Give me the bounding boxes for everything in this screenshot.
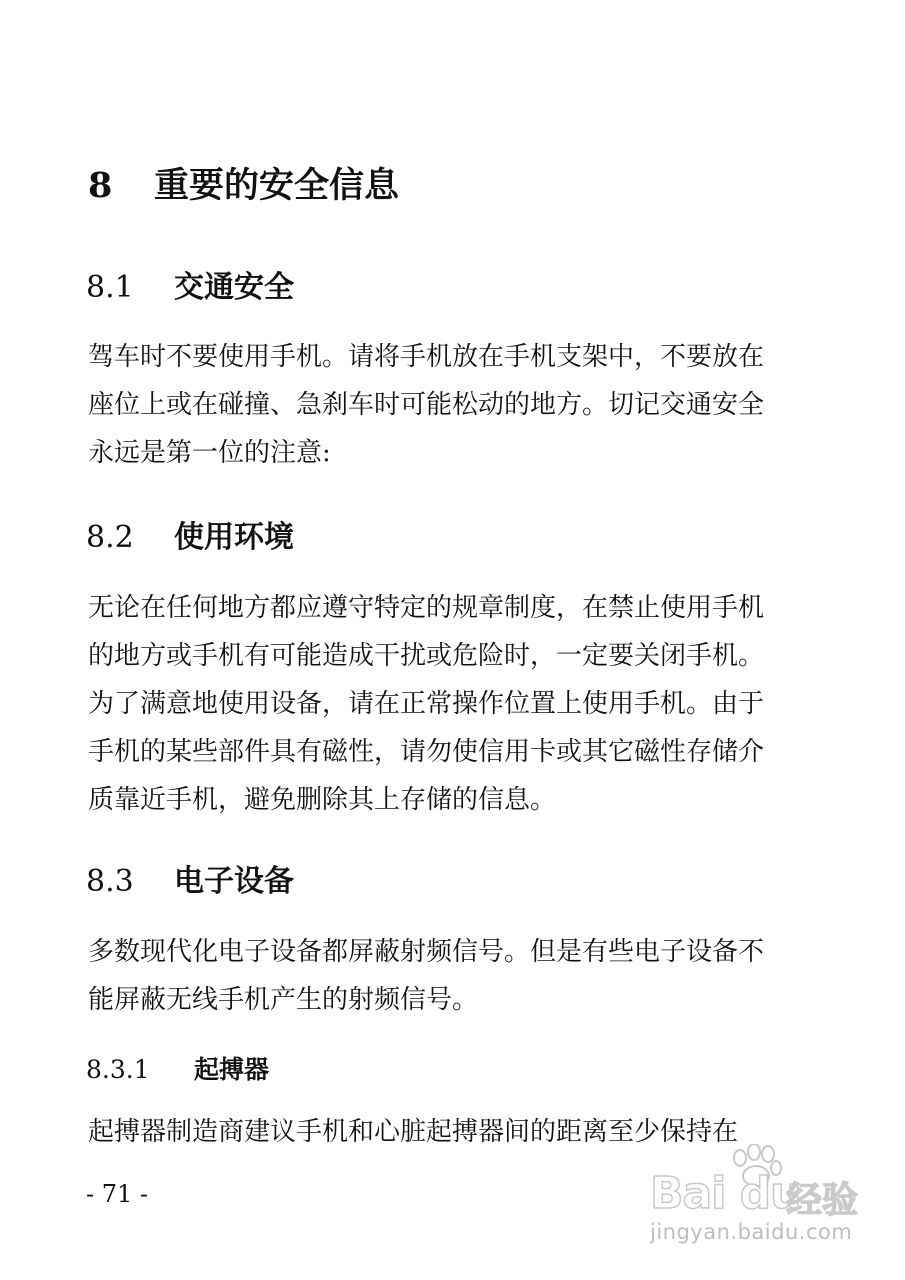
paragraph-line: 手机的某些部件具有磁性，请勿使信用卡或其它磁性存储介: [88, 737, 765, 767]
section-paragraph: [88, 928, 764, 1024]
paragraph-line: 起搏器制造商建议手机和心脏起搏器间的距离至少保持在: [88, 1117, 739, 1147]
section-title: 交通安全: [174, 270, 294, 305]
section-heading: [86, 262, 294, 306]
paragraph-line: 永远是第一位的注意:: [88, 438, 331, 468]
paragraph-line: 质靠近手机，避免删除其上存储的信息。: [88, 785, 557, 815]
paragraph-line: 的地方或手机有可能造成干扰或危险时，一定要关闭手机。: [88, 641, 765, 671]
section-number: 8.3: [86, 864, 134, 899]
paragraph-line: 座位上或在碰撞、急刹车时可能松动的地方。切记交通安全: [88, 390, 765, 420]
paragraph-line: 能屏蔽无线手机产生的射频信号。: [88, 985, 479, 1015]
chapter-heading: [88, 158, 399, 208]
section-heading: [86, 512, 294, 556]
section-number: 8.1: [86, 270, 134, 305]
subsection-paragraph: [88, 1108, 738, 1156]
section-paragraph: [88, 333, 764, 477]
section-paragraph: [88, 584, 764, 824]
section-title: 电子设备: [174, 864, 294, 899]
subsection-heading: [86, 1050, 269, 1086]
page-number: - 71 -: [86, 1180, 149, 1208]
section-title: 使用环境: [174, 520, 294, 555]
jingyan-brand: 经验: [786, 1180, 859, 1221]
subsection-number: 8.3.1: [86, 1055, 150, 1084]
watermark-url: jingyan.baidu.com: [650, 1220, 853, 1244]
section-heading: [86, 856, 294, 900]
baidu-logo: Bai du: [650, 1168, 801, 1219]
paragraph-line: 为了满意地使用设备，请在正常操作位置上使用手机。由于: [88, 689, 765, 719]
paragraph-line: 无论在任何地方都应遵守特定的规章制度，在禁止使用手机: [88, 593, 765, 623]
baidu-jingyan-watermark: [646, 1142, 896, 1252]
chapter-title: 重要的安全信息: [154, 165, 400, 206]
chapter-number: 8: [88, 165, 113, 206]
paragraph-line: 驾车时不要使用手机。请将手机放在手机支架中，不要放在: [88, 342, 765, 372]
paragraph-line: 多数现代化电子设备都屏蔽射频信号。但是有些电子设备不: [88, 937, 765, 967]
subsection-title: 起搏器: [194, 1055, 270, 1084]
section-number: 8.2: [86, 520, 134, 555]
